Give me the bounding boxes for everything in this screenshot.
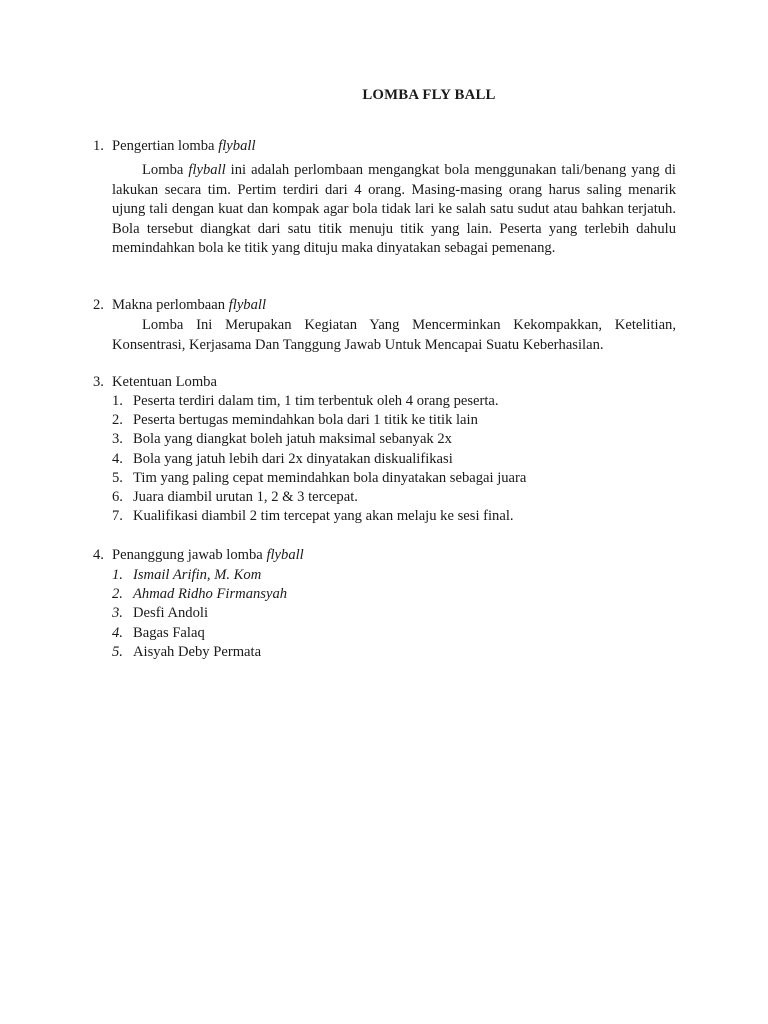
section-1-heading-text: Pengertian lomba (112, 138, 215, 154)
list-item: 5. Tim yang paling cepat memindahkan bola dinyatakan sebagai juara (112, 469, 527, 486)
section-2-heading (93, 296, 266, 315)
section-2-number: 2. (93, 297, 104, 313)
section-2-heading-italic: flyball (228, 297, 267, 313)
section-1-heading (93, 137, 256, 156)
list-item: 7. Kualifikasi diambil 2 tim tercepat yang akan melaju ke sesi final. (112, 508, 514, 525)
section-4-heading-italic: flyball (266, 547, 304, 563)
section-1-paragraph (112, 161, 676, 259)
list-item: 2. Peserta bertugas memindahkan bola dari 1 titik ke titik lain (112, 412, 478, 429)
section-4-heading-text: Penanggung jawab lomba (112, 547, 263, 563)
rules-list (112, 392, 526, 526)
page-title: LOMBA FLY BALL (362, 87, 496, 103)
section-2-heading-text: Makna perlombaan (112, 297, 226, 313)
section-1-para-italic: flyball (188, 162, 226, 178)
list-item: 3. Desfi Andoli (112, 605, 208, 622)
list-item: 2. Ahmad Ridho Firmansyah (112, 586, 288, 603)
persons-list (112, 566, 287, 662)
section-2-para-text: Lomba Ini Merupakan Kegiatan Yang Mencerminkan Kekompakkan, Ketelitian, Konsentrasi, Kerjasama Dan Tanggung Jawab Untuk Mencapai Suatu Keberhasilan. (112, 317, 676, 353)
list-item: 1. Peserta terdiri dalam tim, 1 tim terbentuk oleh 4 orang peserta. (112, 393, 499, 409)
section-3-heading-text: Ketentuan Lomba (112, 374, 217, 390)
section-3-number: 3. (93, 374, 104, 390)
list-item: 4. Bola yang jatuh lebih dari 2x dinyatakan diskualifikasi (112, 450, 453, 467)
section-4-number: 4. (93, 547, 104, 563)
section-1-para-pre: Lomba (142, 162, 184, 178)
section-1-heading-italic: flyball (218, 138, 256, 154)
list-item: 6. Juara diambil urutan 1, 2 & 3 tercepat. (112, 488, 358, 505)
list-item: 5. Aisyah Deby Permata (112, 643, 262, 660)
section-4-heading (93, 546, 304, 565)
section-2-paragraph (112, 316, 676, 355)
section-3-heading (93, 373, 217, 392)
list-item: 3. Bola yang diangkat boleh jatuh maksimal sebanyak 2x (112, 431, 452, 448)
list-item: 1. Ismail Arifin, M. Kom (112, 567, 262, 583)
section-1-para-post: ini adalah perlombaan mengangkat bola menggunakan tali/benang yang di lakukan secara tim. Pertim terdiri dari 4 orang. Masing-masing orang harus saling menarik ujung tali dengan kuat dan kompak agar bola tidak lari ke salah satu sudut atau bahkan terjatuh. Bola tersebut diangkat dari satu titik menuju titik yang lain. Peserta yang terlebih dahulu memindahkan bola ke titik yang dituju maka dinyatakan sebagai pemenang. (112, 162, 676, 256)
section-1-number: 1. (93, 138, 104, 154)
list-item: 4. Bagas Falaq (112, 624, 205, 641)
